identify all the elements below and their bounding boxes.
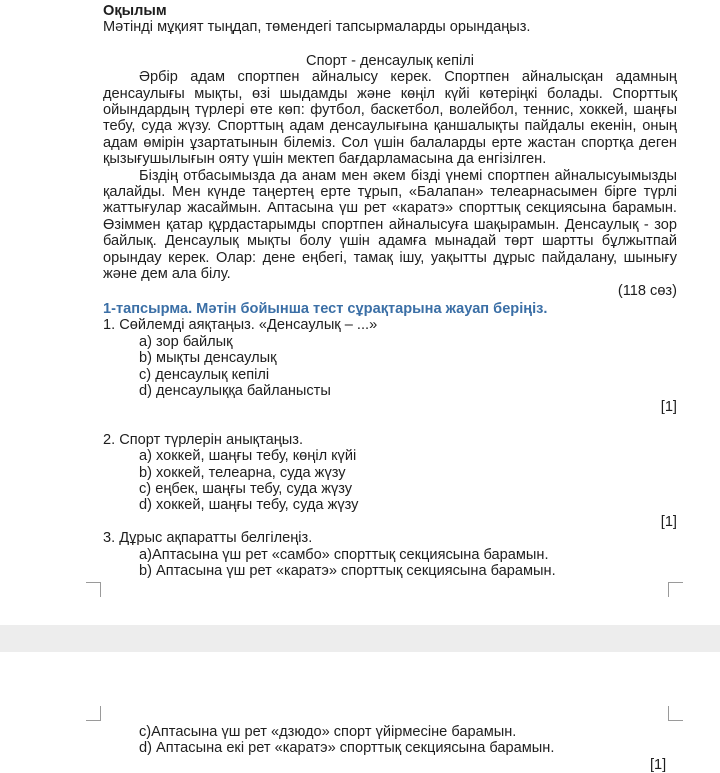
paragraph-2: Біздің отбасымызда да анам мен әкем бізді үнемі спортпен айналысуымызды қалайды. Мен күнде таңертең ерте тұрып, «Балапан» телеарнасымен бірге түрлі жаттығулар жасаймын. Аптасына үш рет «каратэ» спорттық секциясына барамын. Өзіммен қатар құрдастарымды спортпен айналысуға шақырамын. Денсаулық - зор байлық. Денсаулық мықты болу үшін адамға мынадай төрт шартты бұлжытпай орындау керек. Олар: дене еңбегі, тамақ ішу, уақытты дұрыс пайдалану, шынығу және дем ала білу. <box>103 167 677 283</box>
section-title: Оқылым <box>103 3 167 19</box>
page-corner-mark-bottom-right <box>668 582 683 597</box>
instruction: Мәтінді мұқият тыңдап, төмендегі тапсырмаларды орындаңыз. <box>103 19 531 36</box>
word-count: (118 сөз) <box>617 282 677 299</box>
page-corner-mark-top-right <box>668 706 683 721</box>
option-c: c)Аптасына үш рет «дзюдо» спорт үйірмесіне барамын. <box>139 724 517 740</box>
option-a: a) зор байлық <box>139 333 233 350</box>
question-mark-partial: [1] <box>650 757 667 773</box>
option-d: d) хоккей, шаңғы тебу, суда жүзу <box>139 497 359 514</box>
question-mark: [1] <box>660 399 677 416</box>
option-d: d) Аптасына екі рет «каратэ» спорттық секциясына барамын. <box>139 740 555 757</box>
option-d: d) денсаулыққа байланысты <box>139 382 331 399</box>
question-text: 2. Спорт түрлерін анықтаңыз. <box>103 431 304 448</box>
task-1-title: 1-тапсырма. Мәтін бойынша тест сұрақтарына жауап беріңіз. <box>103 300 548 317</box>
option-list <box>139 448 677 514</box>
option-b: b) хоккей, телеарна, суда жүзу <box>139 464 346 481</box>
option-c: c) денсаулық кепілі <box>139 366 270 383</box>
question-1 <box>103 317 677 431</box>
page-corner-mark-top-left <box>86 706 101 721</box>
option-b: b) мықты денсаулық <box>139 350 277 367</box>
page-separator <box>0 625 720 652</box>
question-mark: [1] <box>660 513 677 530</box>
option-a: a)Аптасына үш рет «самбо» спорттық секциясына барамын. <box>139 546 549 563</box>
paragraph-1: Әрбір адам спортпен айналысу керек. Спортпен айналысқан адамның денсаулығы мықты, өзі шыдамды және көңіл күйі көтеріңкі болады. Спорттық ойындардың түрлері өте көп: футбол, баскетбол, волейбол, теннис, хоккей, шаңғы тебу, суда жүзу. Спорттың адам денсаулығына қаншалықты пайдалы екенін, оның адам өмірін ұзартатынын білеміз. Сол үшін балаларды ерте жастан спортқа деген қызығушылығын ояту үшін мектеп бағдарламасына да енгізілген. <box>103 69 677 168</box>
page-content <box>103 3 677 579</box>
option-list <box>139 547 677 580</box>
option-list <box>139 334 677 400</box>
text-title: Спорт - денсаулық кепілі <box>306 52 474 69</box>
option-list-continued <box>139 724 677 757</box>
option-a: a) хоккей, шаңғы тебу, көңіл күйі <box>139 448 357 465</box>
spacer <box>103 416 677 432</box>
option-c: c) еңбек, шаңғы тебу, суда жүзу <box>139 480 353 497</box>
page-2-content <box>103 724 677 757</box>
question-text: 3. Дұрыс ақпаратты белгілеңіз. <box>103 530 313 547</box>
question-text: 1. Сөйлемді аяқтаңыз. «Денсаулық – ...» <box>103 317 378 334</box>
question-2 <box>103 432 677 530</box>
question-3 <box>103 530 677 579</box>
page-corner-mark-bottom-left <box>86 582 101 597</box>
option-b: b) Аптасына үш рет «каратэ» спорттық секциясына барамын. <box>139 563 556 579</box>
